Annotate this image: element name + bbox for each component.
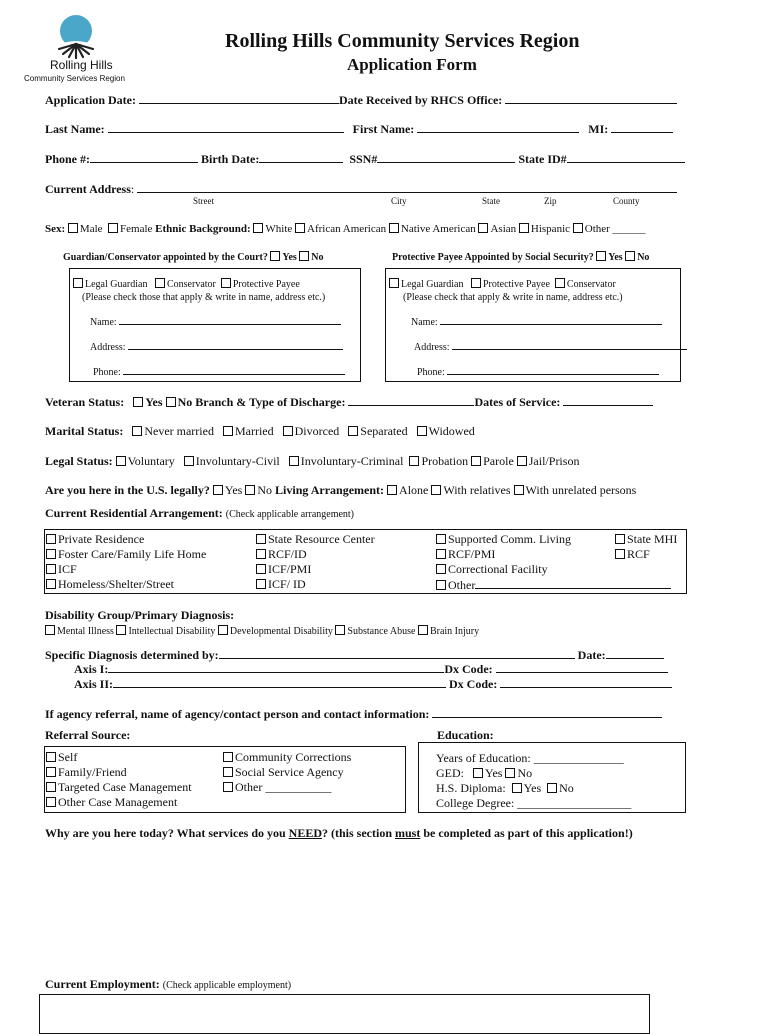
last-name-label: Last Name: (45, 122, 105, 136)
option-label: RCF (627, 547, 650, 561)
veteran-status-label: Veteran Status: (45, 395, 125, 409)
dates-of-service-field[interactable] (563, 394, 653, 406)
hs-row (436, 781, 631, 796)
asian-label: Asian (490, 223, 517, 235)
axis2-field[interactable] (113, 676, 446, 688)
option-label: Self (58, 750, 78, 764)
checkbox[interactable] (116, 625, 126, 635)
payee-legal-checkbox[interactable] (389, 278, 399, 288)
option-label: Correctional Facility (448, 562, 548, 576)
option-label: Homeless/Shelter/Street (58, 577, 174, 591)
probation-checkbox[interactable] (409, 456, 419, 466)
residential-option[interactable] (256, 562, 375, 577)
payee-yes-label: Yes (608, 252, 623, 263)
mi-label: MI: (588, 122, 609, 136)
checkbox[interactable] (46, 752, 56, 762)
male-label: Male (79, 223, 103, 235)
why-text: Why are you here today? What services do you (45, 826, 289, 840)
residential-col4 (615, 532, 677, 562)
ethnic-background-label: Ethnic Background: (155, 223, 251, 235)
ged-row (436, 766, 631, 781)
checkbox[interactable] (335, 625, 345, 635)
option-label: Foster Care/Family Life Home (58, 547, 207, 561)
involuntary-criminal-label: Involuntary-Criminal (300, 454, 404, 468)
last-name-field[interactable] (108, 121, 344, 133)
guardian-phone-label: Phone: (93, 367, 121, 378)
axis2-dx-field[interactable] (500, 676, 672, 688)
dates-of-service-label: Dates of Service: (474, 395, 561, 409)
branch-discharge-field[interactable] (348, 394, 474, 406)
axis2-dx-label: Dx Code: (449, 677, 498, 691)
college-degree[interactable]: College Degree: ___________________ (436, 796, 632, 810)
education-fields (436, 751, 631, 811)
sex-ethnic-row (45, 223, 646, 235)
axis2-label: Axis II: (74, 677, 114, 691)
guardian-heading: Guardian/Conservator appointed by the Court? (63, 252, 268, 263)
veteran-yes-checkbox[interactable] (133, 397, 143, 407)
education-label: Education: (437, 728, 494, 742)
option-label: Community Corrections (235, 750, 352, 764)
payee-yes-checkbox[interactable] (596, 251, 606, 261)
residential-option[interactable] (46, 532, 206, 547)
with-relatives-checkbox[interactable] (431, 485, 441, 495)
application-date-label: Application Date: (45, 93, 136, 107)
guardian-phone-field[interactable] (123, 363, 345, 375)
female-label: Female (120, 223, 153, 235)
option-label: ICF/ ID (268, 577, 306, 591)
legally-label: Are you here in the U.S. legally? (45, 483, 210, 497)
ged-label: GED: (436, 766, 464, 780)
option-label: Private Residence (58, 532, 145, 546)
diagnosis-date-label: Date: (577, 648, 606, 662)
guardian-payee-label: Protective Payee (232, 279, 300, 290)
hs-no-checkbox[interactable] (547, 783, 557, 793)
option-label: Social Service Agency (235, 765, 344, 779)
ssn-field[interactable] (377, 151, 515, 163)
agency-field[interactable] (432, 706, 662, 718)
living-arrangement-label: Living Arrangement: (275, 483, 385, 497)
checkbox[interactable] (223, 782, 233, 792)
checkbox[interactable] (256, 534, 266, 544)
checkbox[interactable] (45, 625, 55, 635)
address-field[interactable] (137, 181, 677, 193)
guardian-address-field[interactable] (128, 338, 343, 350)
residential-hint: (Check applicable arrangement) (225, 509, 355, 520)
guardian-name-label: Name: (90, 317, 117, 328)
option-label: State MHI (627, 532, 678, 546)
checkbox[interactable] (223, 767, 233, 777)
white-checkbox[interactable] (253, 223, 263, 233)
widowed-label: Widowed (428, 424, 475, 438)
date-received-field[interactable] (505, 92, 677, 104)
checkbox[interactable] (615, 549, 625, 559)
payee-name-field[interactable] (440, 313, 662, 325)
form-subtitle: Application Form (347, 55, 477, 74)
checkbox[interactable] (223, 752, 233, 762)
address-county-label: County (613, 196, 640, 206)
sex-label: Sex: (45, 223, 66, 235)
male-checkbox[interactable] (68, 223, 78, 233)
diagnosis-label: Specific Diagnosis determined by: (45, 648, 219, 662)
years-of-education[interactable]: Years of Education: _______________ (436, 751, 624, 765)
legally-yes-label: Yes (224, 483, 243, 497)
disability-option-label: Substance Abuse (347, 626, 416, 637)
residential-option[interactable] (615, 532, 677, 547)
hispanic-label: Hispanic (530, 223, 571, 235)
guardian-phone-row (93, 363, 345, 378)
hispanic-checkbox[interactable] (519, 223, 529, 233)
mi-field[interactable] (611, 121, 673, 133)
married-label: Married (234, 424, 274, 438)
native-american-label: Native American (400, 223, 476, 235)
guardian-options (73, 278, 300, 290)
jail-prison-label: Jail/Prison (528, 454, 580, 468)
payee-phone-row (417, 363, 659, 378)
checkbox[interactable] (218, 625, 228, 635)
name-row (45, 121, 673, 137)
residential-box (44, 529, 687, 594)
guardian-legal-label: Legal Guardian (85, 279, 148, 290)
address-city-label: City (391, 196, 407, 206)
checkbox[interactable] (256, 549, 266, 559)
hs-no-label: No (559, 781, 574, 795)
checkbox[interactable] (615, 534, 625, 544)
payee-note: (Please check that apply & write in name, address etc.) (403, 292, 623, 303)
agency-label: If agency referral, name of agency/contact person and contact information: (45, 707, 430, 721)
involuntary-civil-label: Involuntary-Civil (195, 454, 280, 468)
phone-field[interactable] (90, 151, 198, 163)
referral-option[interactable] (46, 795, 192, 810)
hs-yes-checkbox[interactable] (512, 783, 522, 793)
ged-yes-label: Yes (485, 766, 503, 780)
why-text: be completed as part of this application!) (420, 826, 633, 840)
first-name-label: First Name: (352, 122, 415, 136)
current-address-label: Current Address (45, 182, 131, 196)
form-title: Rolling Hills Community Services Region (225, 30, 580, 52)
logo (22, 14, 132, 86)
residential-option[interactable] (46, 562, 206, 577)
first-name-field[interactable] (417, 121, 579, 133)
payee-heading-row (392, 251, 649, 263)
guardian-box (69, 268, 361, 382)
referral-box (44, 746, 406, 813)
african-american-label: African American (307, 223, 387, 235)
guardian-no-checkbox[interactable] (299, 251, 309, 261)
residential-option[interactable] (615, 547, 677, 562)
married-checkbox[interactable] (223, 426, 233, 436)
option-label: Other Case Management (58, 795, 178, 809)
checkbox[interactable] (46, 782, 56, 792)
referral-option[interactable] (46, 750, 192, 765)
payee-legal-label: Legal Guardian (401, 279, 464, 290)
other-ethnic-checkbox[interactable] (573, 223, 583, 233)
ged-no-checkbox[interactable] (505, 768, 515, 778)
residential-option[interactable] (436, 577, 671, 593)
involuntary-civil-checkbox[interactable] (184, 456, 194, 466)
residential-option[interactable] (436, 562, 671, 577)
guardian-name-field[interactable] (119, 313, 341, 325)
address-row (45, 181, 677, 197)
why-question (45, 826, 633, 841)
referral-option[interactable] (223, 780, 351, 795)
axis1-label: Axis I: (74, 662, 109, 676)
axis1-row (74, 661, 668, 677)
other-ethnic-label: Other ______ (584, 223, 646, 235)
with-unrelated-label: With unrelated persons (525, 483, 637, 497)
residential-option[interactable] (46, 547, 206, 562)
diagnosis-date-field[interactable] (606, 647, 664, 659)
legally-living-row (45, 483, 636, 498)
guardian-legal-checkbox[interactable] (73, 278, 83, 288)
other-residence-field[interactable] (475, 577, 671, 589)
residential-label: Current Residential Arrangement: (45, 506, 223, 520)
divorced-label: Divorced (294, 424, 340, 438)
checkbox[interactable] (46, 797, 56, 807)
divorced-checkbox[interactable] (283, 426, 293, 436)
parole-label: Parole (483, 454, 514, 468)
involuntary-criminal-checkbox[interactable] (289, 456, 299, 466)
application-date-row (45, 92, 677, 108)
axis1-field[interactable] (108, 661, 444, 673)
disability-options (45, 625, 479, 637)
disability-option-label: Intellectual Disability (128, 626, 216, 637)
checkbox[interactable] (46, 564, 56, 574)
option-label: Family/Friend (58, 765, 127, 779)
option-label: RCF/PMI (448, 547, 496, 561)
employment-label: Current Employment (45, 977, 156, 991)
separated-checkbox[interactable] (348, 426, 358, 436)
payee-box (385, 268, 681, 382)
asian-checkbox[interactable] (478, 223, 488, 233)
why-answer-area[interactable] (45, 846, 685, 966)
guardian-address-label: Address: (90, 342, 126, 353)
birth-date-field[interactable] (259, 151, 343, 163)
checkbox[interactable] (256, 579, 266, 589)
ssn-label: SSN# (349, 152, 378, 166)
employment-colon: : (155, 977, 160, 991)
with-relatives-label: With relatives (443, 483, 511, 497)
guardian-no-label: No (311, 252, 324, 263)
employment-box (39, 994, 650, 1034)
payee-no-label: No (637, 252, 650, 263)
payee-no-checkbox[interactable] (625, 251, 635, 261)
probation-label: Probation (421, 454, 469, 468)
logo-subtitle: Community Services Region (24, 74, 125, 83)
parole-checkbox[interactable] (471, 456, 481, 466)
guardian-conservator-checkbox[interactable] (155, 278, 165, 288)
application-date-field[interactable] (139, 92, 339, 104)
checkbox[interactable] (436, 564, 446, 574)
referral-option[interactable] (223, 765, 351, 780)
voluntary-label: Voluntary (127, 454, 175, 468)
referral-label: Referral Source: (45, 728, 131, 742)
female-checkbox[interactable] (108, 223, 118, 233)
payee-name-label: Name: (411, 317, 438, 328)
native-american-checkbox[interactable] (389, 223, 399, 233)
disability-option-label: Brain Injury (429, 626, 480, 637)
never-married-label: Never married (144, 424, 214, 438)
axis2-row (74, 676, 672, 692)
veteran-yes-label: Yes (145, 395, 163, 409)
payee-heading: Protective Payee Appointed by Social Security? (392, 252, 594, 263)
option-label: State Resource Center (268, 532, 375, 546)
hs-yes-label: Yes (523, 781, 542, 795)
education-box (418, 742, 686, 813)
checkbox[interactable] (46, 767, 56, 777)
branch-discharge-label: Branch & Type of Discharge: (195, 395, 346, 409)
ged-no-label: No (517, 766, 533, 780)
residential-option[interactable] (46, 577, 206, 592)
residential-option[interactable] (256, 547, 375, 562)
legal-status-label: Legal Status: (45, 454, 113, 468)
option-label: ICF (58, 562, 77, 576)
marital-row (45, 424, 475, 439)
phone-label: Phone #: (45, 152, 90, 166)
referral-col1 (46, 750, 192, 810)
checkbox[interactable] (256, 564, 266, 574)
checkbox[interactable] (46, 549, 56, 559)
option-label: RCF/ID (268, 547, 307, 561)
date-received-label: Date Received by RHCS Office: (339, 93, 503, 107)
voluntary-checkbox[interactable] (116, 456, 126, 466)
axis1-dx-label: Dx Code: (444, 662, 493, 676)
ged-yes-checkbox[interactable] (473, 768, 483, 778)
referral-option[interactable] (223, 750, 351, 765)
alone-checkbox[interactable] (387, 485, 397, 495)
option-label: Other (448, 578, 476, 592)
employment-row (45, 977, 291, 992)
guardian-name-row (90, 313, 341, 328)
legally-yes-checkbox[interactable] (213, 485, 223, 495)
never-married-checkbox[interactable] (132, 426, 142, 436)
payee-name-row (411, 313, 662, 328)
guardian-yes-label: Yes (282, 252, 297, 263)
option-label: Targeted Case Management (58, 780, 192, 794)
guardian-payee-checkbox[interactable] (221, 278, 231, 288)
disability-option-label: Developmental Disability (229, 626, 333, 637)
payee-phone-field[interactable] (447, 363, 659, 375)
veteran-no-label: No (177, 395, 193, 409)
referral-col2 (223, 750, 351, 795)
agency-row (45, 706, 662, 722)
why-need: NEED (288, 826, 323, 840)
legally-no-checkbox[interactable] (245, 485, 255, 495)
checkbox[interactable] (436, 534, 446, 544)
veteran-row (45, 394, 653, 410)
checkbox[interactable] (436, 549, 446, 559)
why-must: must (395, 826, 421, 840)
option-label: ICF/PMI (268, 562, 312, 576)
residential-col2 (256, 532, 375, 592)
with-unrelated-checkbox[interactable] (514, 485, 524, 495)
address-zip-label: Zip (544, 196, 557, 206)
referral-option[interactable] (46, 765, 192, 780)
checkbox[interactable] (418, 625, 428, 635)
african-american-checkbox[interactable] (295, 223, 305, 233)
residential-option[interactable] (256, 577, 375, 592)
referral-option[interactable] (46, 780, 192, 795)
guardian-conservator-label: Conservator (166, 279, 216, 290)
employment-hint: (Check applicable employment) (162, 980, 292, 991)
hs-label: H.S. Diploma: (436, 781, 506, 795)
residential-heading-row (45, 506, 354, 521)
payee-address-label: Address: (414, 342, 450, 353)
guardian-heading-row (63, 251, 324, 263)
disability-option-label: Mental Illness (57, 626, 114, 637)
birth-date-label: Birth Date: (201, 152, 260, 166)
widowed-checkbox[interactable] (417, 426, 427, 436)
state-id-label: State ID# (518, 152, 567, 166)
diagnosis-field[interactable] (219, 647, 575, 659)
disability-label: Disability Group/Primary Diagnosis: (45, 608, 235, 622)
residential-option[interactable] (256, 532, 375, 547)
guardian-address-row (90, 338, 343, 353)
alone-label: Alone (399, 483, 429, 497)
white-label: White (265, 223, 293, 235)
residential-col1 (46, 532, 206, 592)
payee-options (389, 278, 616, 290)
guardian-note: (Please check those that apply & write in name, address etc.) (82, 292, 326, 303)
separated-label: Separated (360, 424, 408, 438)
payee-address-field[interactable] (452, 338, 687, 350)
guardian-yes-checkbox[interactable] (270, 251, 280, 261)
address-street-label: Street (193, 196, 214, 206)
address-colon: : (130, 182, 135, 196)
state-id-field[interactable] (567, 151, 685, 163)
phone-row (45, 151, 685, 167)
marital-status-label: Marital Status: (45, 424, 124, 438)
why-text: ? (this section (322, 826, 396, 840)
payee-phone-label: Phone: (417, 367, 445, 378)
axis1-dx-field[interactable] (496, 661, 668, 673)
checkbox[interactable] (436, 580, 446, 590)
payee-conservator-label: Conservator (566, 279, 616, 290)
veteran-no-checkbox[interactable] (166, 397, 176, 407)
payee-payee-label: Protective Payee (482, 279, 550, 290)
checkbox[interactable] (46, 579, 56, 589)
address-state-label: State (482, 196, 500, 206)
checkbox[interactable] (46, 534, 56, 544)
sun-logo-icon (22, 14, 132, 62)
jail-prison-checkbox[interactable] (517, 456, 527, 466)
option-label: Supported Comm. Living (448, 532, 571, 546)
option-label: Other ___________ (235, 780, 332, 794)
payee-conservator-checkbox[interactable] (555, 278, 565, 288)
payee-payee-checkbox[interactable] (471, 278, 481, 288)
payee-address-row (414, 338, 687, 353)
legal-status-row (45, 454, 579, 469)
legally-no-label: No (257, 483, 273, 497)
logo-name: Rolling Hills (50, 58, 113, 72)
